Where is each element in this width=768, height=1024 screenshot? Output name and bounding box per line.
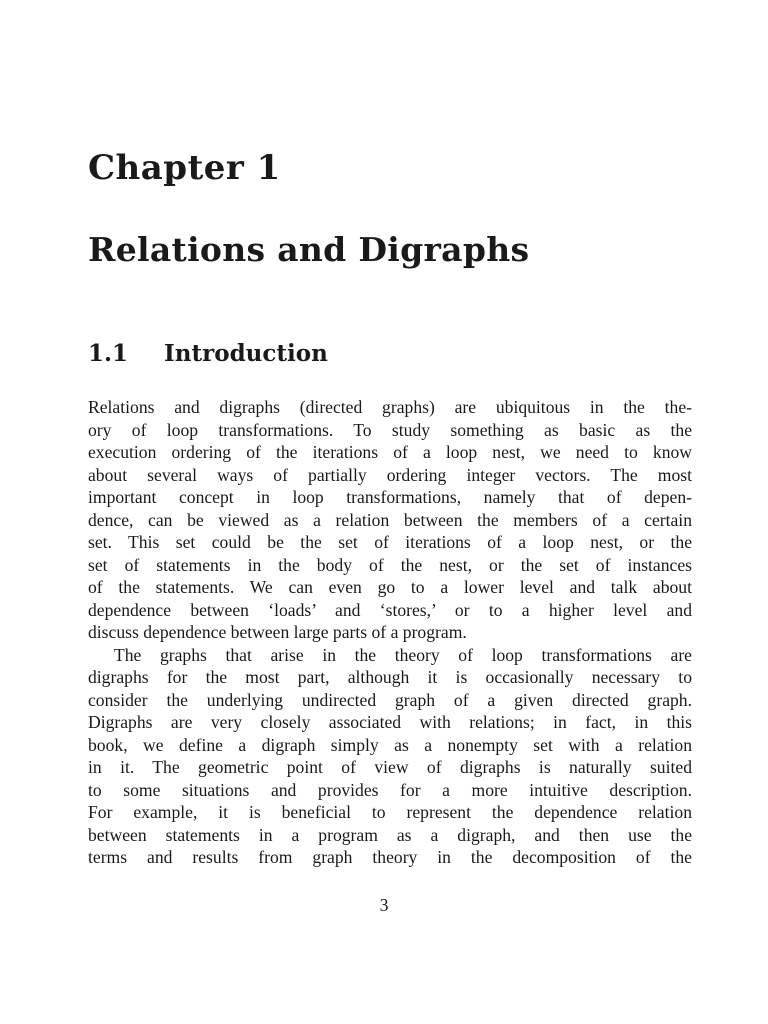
chapter-title: Relations and Digraphs <box>88 230 530 269</box>
page-number: 3 <box>379 895 389 915</box>
section-number: 1.1 <box>88 340 129 367</box>
text-line: terms and results from graph theory in the decomposition of the <box>88 847 692 867</box>
text-line: execution ordering of the iterations of a loop nest, we need to know <box>88 442 692 462</box>
text-line: dependence between ‘loads’ and ‘stores,’ or to a higher level and <box>88 599 692 620</box>
text-line: about several ways of partially ordering integer vectors. The most <box>88 464 692 485</box>
text-line: in it. The geometric point of view of digraphs is naturally suited <box>88 757 692 777</box>
text-line: to some situations and provides for a more intuitive description. <box>88 779 692 800</box>
chapter-label: Chapter 1 <box>88 148 281 188</box>
text-line: between statements in a program as a digraph, and then use the <box>88 824 692 845</box>
text-line: Digraphs are very closely associated with relations; in fact, in this <box>88 712 692 732</box>
paragraph-2 <box>88 644 692 869</box>
text-line: dence, can be viewed as a relation between the members of a certain <box>88 509 692 530</box>
body-text <box>88 396 692 869</box>
text-line: Relations and digraphs (directed graphs) are ubiquitous in the the- <box>88 397 692 417</box>
text-line: digraphs for the most part, although it is occasionally necessary to <box>88 667 692 687</box>
text-line: book, we define a digraph simply as a nonempty set with a relation <box>88 734 692 755</box>
section-heading <box>88 338 328 370</box>
text-line: discuss dependence between large parts of a program. <box>88 622 467 642</box>
paragraph-1 <box>88 396 692 644</box>
text-line: set. This set could be the set of iterations of a loop nest, or the <box>88 532 692 552</box>
text-line: important concept in loop transformations, namely that of depen- <box>88 487 692 507</box>
text-line: set of statements in the body of the nest, or the set of instances <box>88 554 692 575</box>
section-title: Introduction <box>164 340 328 367</box>
text-line: of the statements. We can even go to a lower level and talk about <box>88 577 692 597</box>
text-line: For example, it is beneficial to represent the dependence relation <box>88 802 692 822</box>
text-line: consider the underlying undirected graph of a given directed graph. <box>88 689 692 710</box>
text-line: ory of loop transformations. To study something as basic as the <box>88 419 692 440</box>
text-line: The graphs that arise in the theory of loop transformations are <box>114 644 692 665</box>
